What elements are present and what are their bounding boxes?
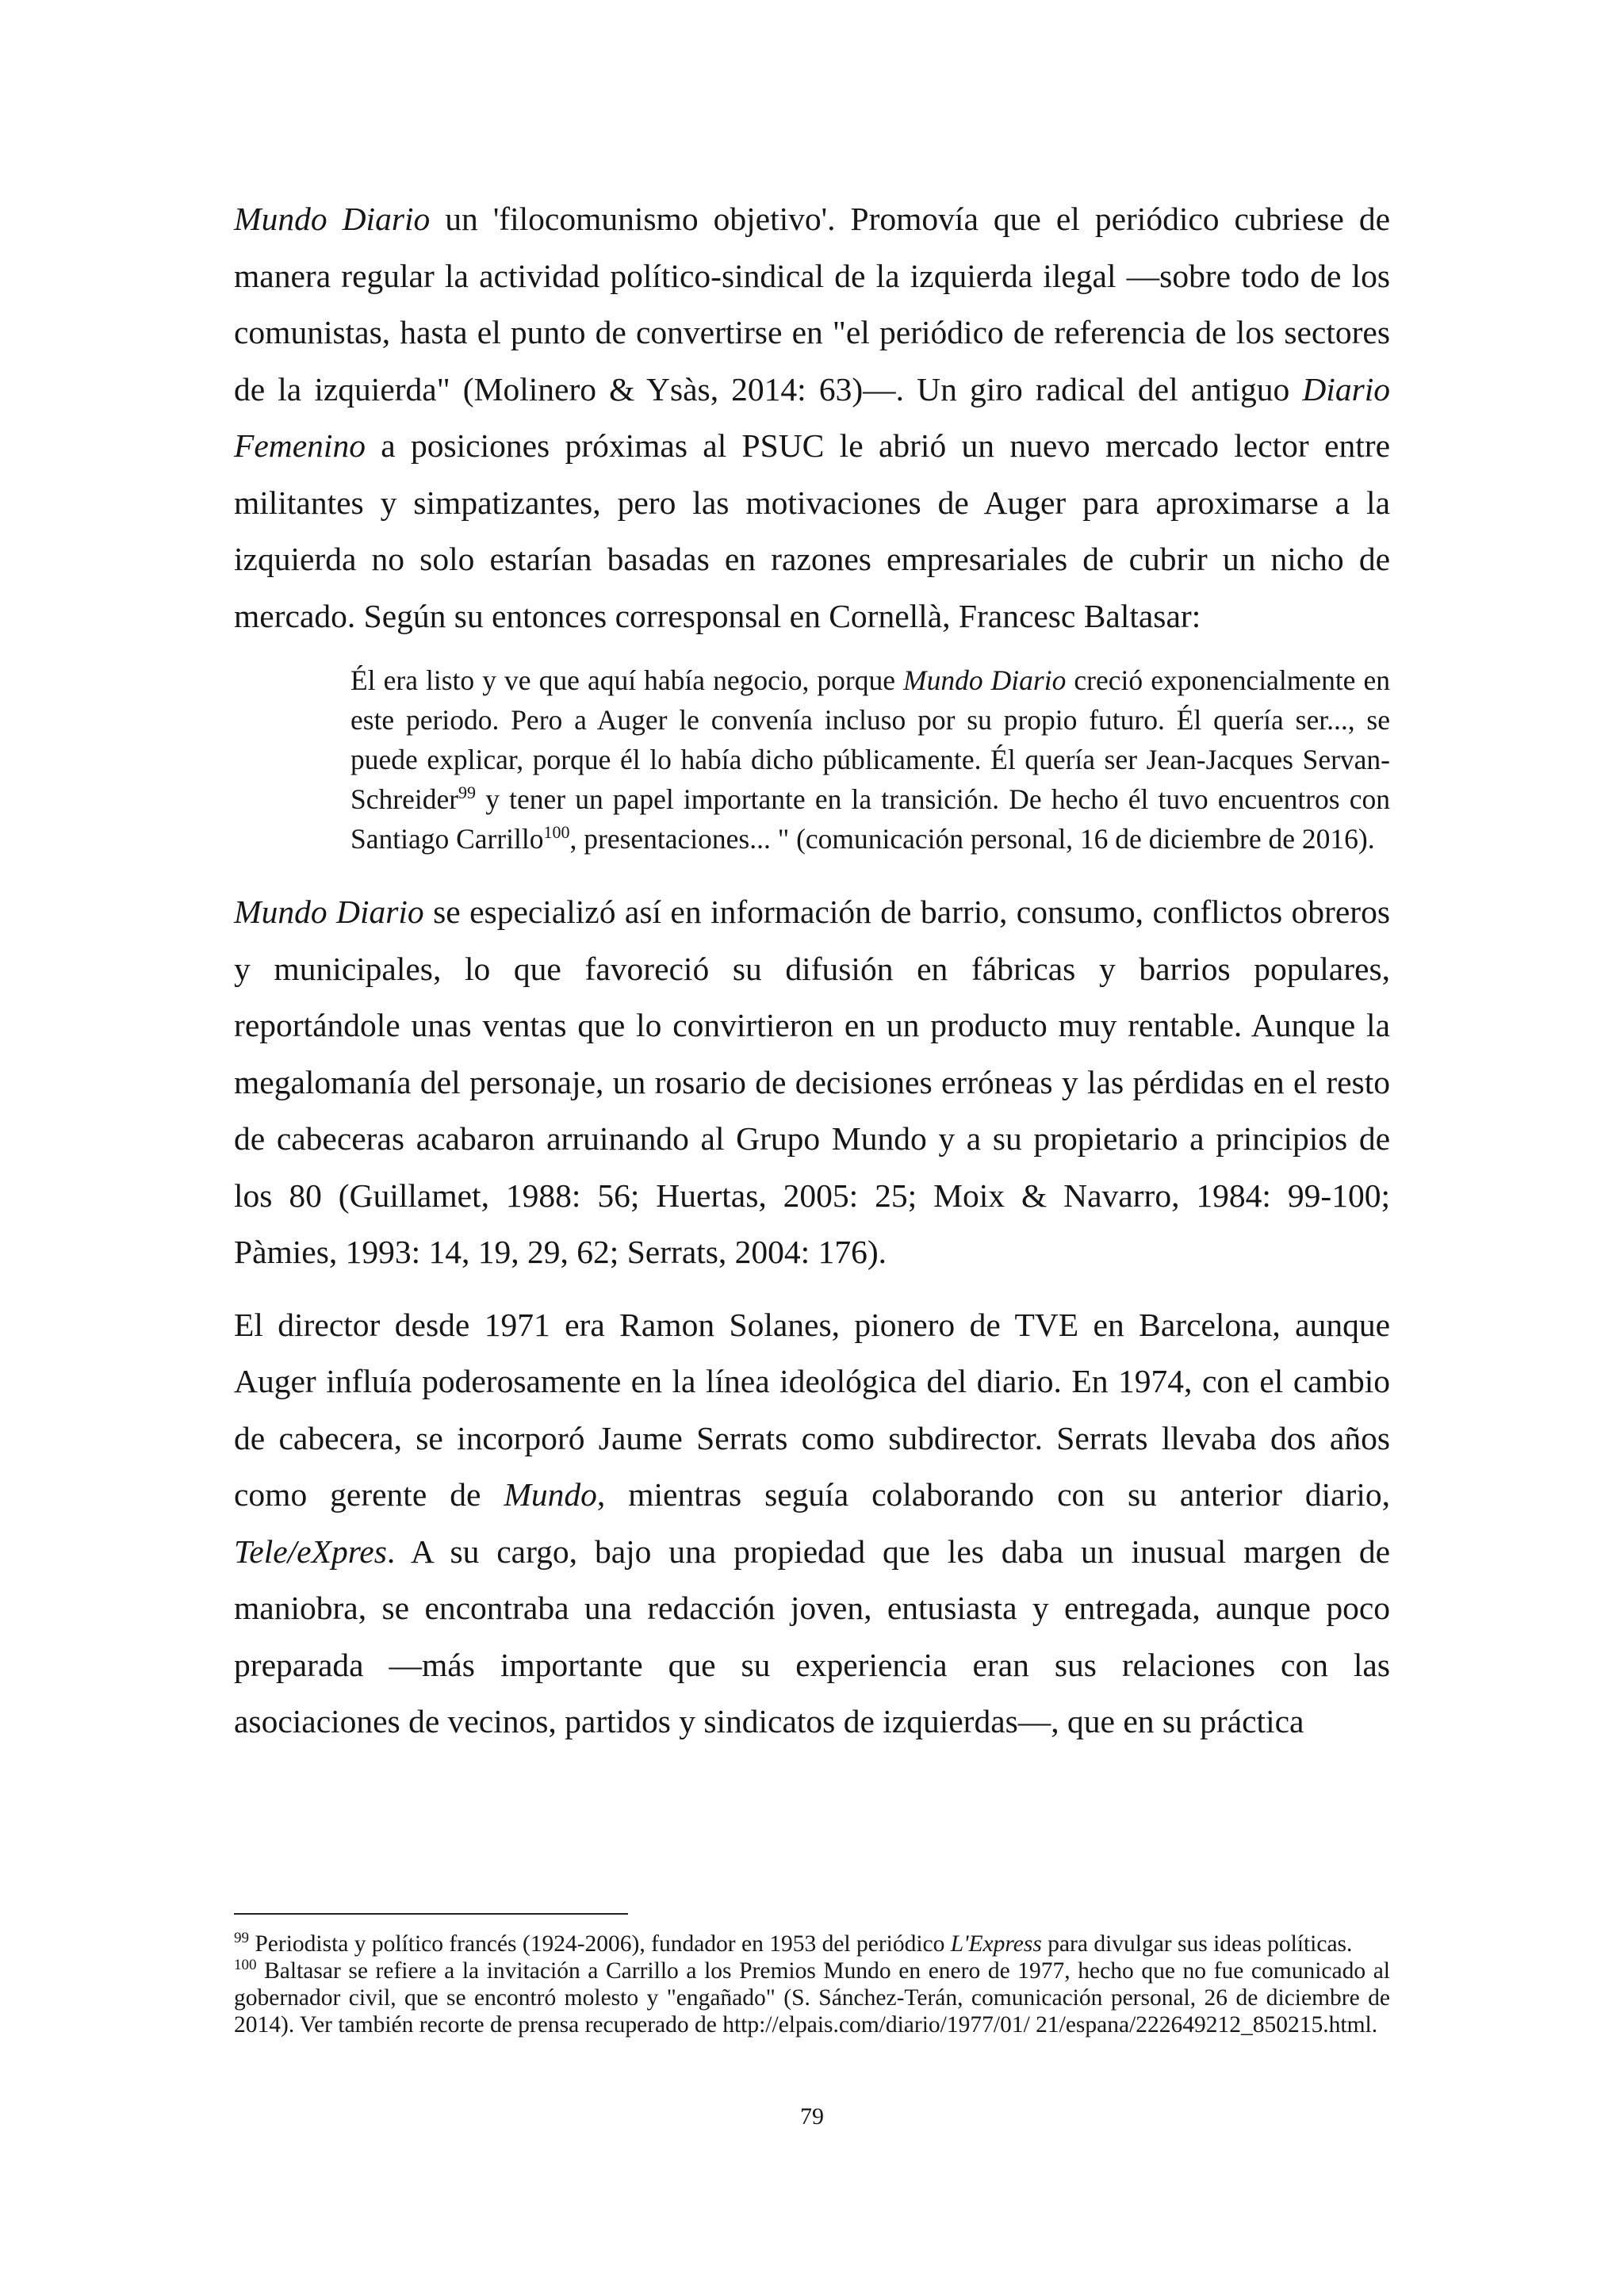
page-number: 79 [800,2103,824,2130]
main-text [234,191,1390,1766]
italic-title: Mundo Diario [234,894,424,930]
text-run: para divulgar sus ideas políticas. [1041,1931,1353,1957]
italic-title: L'Express [950,1931,1042,1957]
footnote-number: 99 [234,1930,249,1947]
text-run: y tener un papel importante en la transición. De hecho él tuvo encuentros con Santiago Carrillo [350,783,1390,855]
text-run: Él era listo y ve que aquí había negocio, porque [350,664,904,696]
footnote-100 [234,1957,1390,2038]
text-run: un 'filocomunismo objetivo'. Promovía que el periódico cubriese de manera regular la actividad político-sindical de la izquierda ilegal —sobre todo de los comunistas, hasta el punto de convertirse en "el periódico de referencia de los sectores de la izquierda" (Molinero & Ysàs, 2014: 63)—. Un giro radical del antiguo [234,201,1391,408]
text-run: , mientras seguía colaborando con su anterior diario, [596,1476,1391,1513]
italic-title: Mundo Diario [234,201,431,237]
text-run: . A su cargo, bajo una propiedad que les daba un inusual margen de maniobra, se encontraba una redacción joven, entusiasta y entregada, aunque poco preparada —más importante que su experiencia eran sus relaciones con las asociaciones de vecinos, partidos y sindicatos de izquierdas—, que en su práctica [234,1533,1390,1739]
block-quote [234,660,1390,859]
footnote-number: 100 [234,1957,257,1974]
footnotes [234,1931,1390,2038]
footnote-separator [234,1913,628,1915]
text-run: Periodista y político francés (1924-2006), fundador en 1953 del periódico [249,1931,951,1957]
text-run: El director desde 1971 era Ramon Solanes, pionero de TVE en Barcelona, aunque Auger influía poderosamente en la línea ideológica del diario. En 1974, con el cambio de cabecera, se incorporó Jaume Serrats como subdirector. Serrats llevaba dos años como gerente de [234,1306,1390,1513]
italic-title: Diario Femenino [234,370,1390,464]
italic-title: Mundo Diario [903,664,1067,696]
italic-title: Mundo [504,1476,597,1513]
text-run: Baltasar se refiere a la invitación a Carrillo a los Premios Mundo en enero de 1977, hecho que no fue comunicado al gobernador civil, que se encontró molesto y "engañado" (S. Sánchez-Terán, comunicación personal, 26 de diciembre de 2014). Ver también recorte de prensa recuperado de http://elpais.com/diario/1977/01/ 21/espana/222649212_850215.html. [234,1958,1390,2038]
paragraph-1 [234,191,1390,645]
paragraph-3 [234,1297,1390,1751]
text-run: a posiciones próximas al PSUC le abrió un nuevo mercado lector entre militantes y simpatizantes, pero las motivaciones de Auger para aproximarse a la izquierda no solo estarían basadas en razones empresariales de cubrir un nicho de mercado. Según su entonces corresponsal en Cornellà, Francesc Baltasar: [234,427,1390,634]
italic-title: Tele/eXpres [234,1533,387,1570]
text-run: creció exponencialmente en este periodo. Pero a Auger le convenía incluso por su propio futuro. Él quería ser..., se puede explicar, porque él lo había dicho públicamente. Él quería ser Jean-Jacques Servan-Schreider [350,664,1391,815]
footnote-ref-99[interactable]: 99 [458,783,477,803]
text-run: se especializó así en información de barrio, consumo, conflictos obreros y municipales, lo que favoreció su difusión en fábricas y barrios populares, reportándole unas ventas que lo convirtieron en un producto muy rentable. Aunque la megalomanía del personaje, un rosario de decisiones erróneas y las pérdidas en el resto de cabeceras acabaron arruinando al Grupo Mundo y a su propietario a principios de los 80 (Guillamet, 1988: 56; Huertas, 2005: 25; Moix & Navarro, 1984: 99-100; Pàmies, 1993: 14, 19, 29, 62; Serrats, 2004: 176). [234,894,1390,1270]
paragraph-2 [234,884,1390,1281]
footnote-99 [234,1931,1390,1957]
footnote-ref-100[interactable]: 100 [543,822,570,843]
text-run: , presentaciones... " (comunicación personal, 16 de diciembre de 2016). [569,823,1375,855]
